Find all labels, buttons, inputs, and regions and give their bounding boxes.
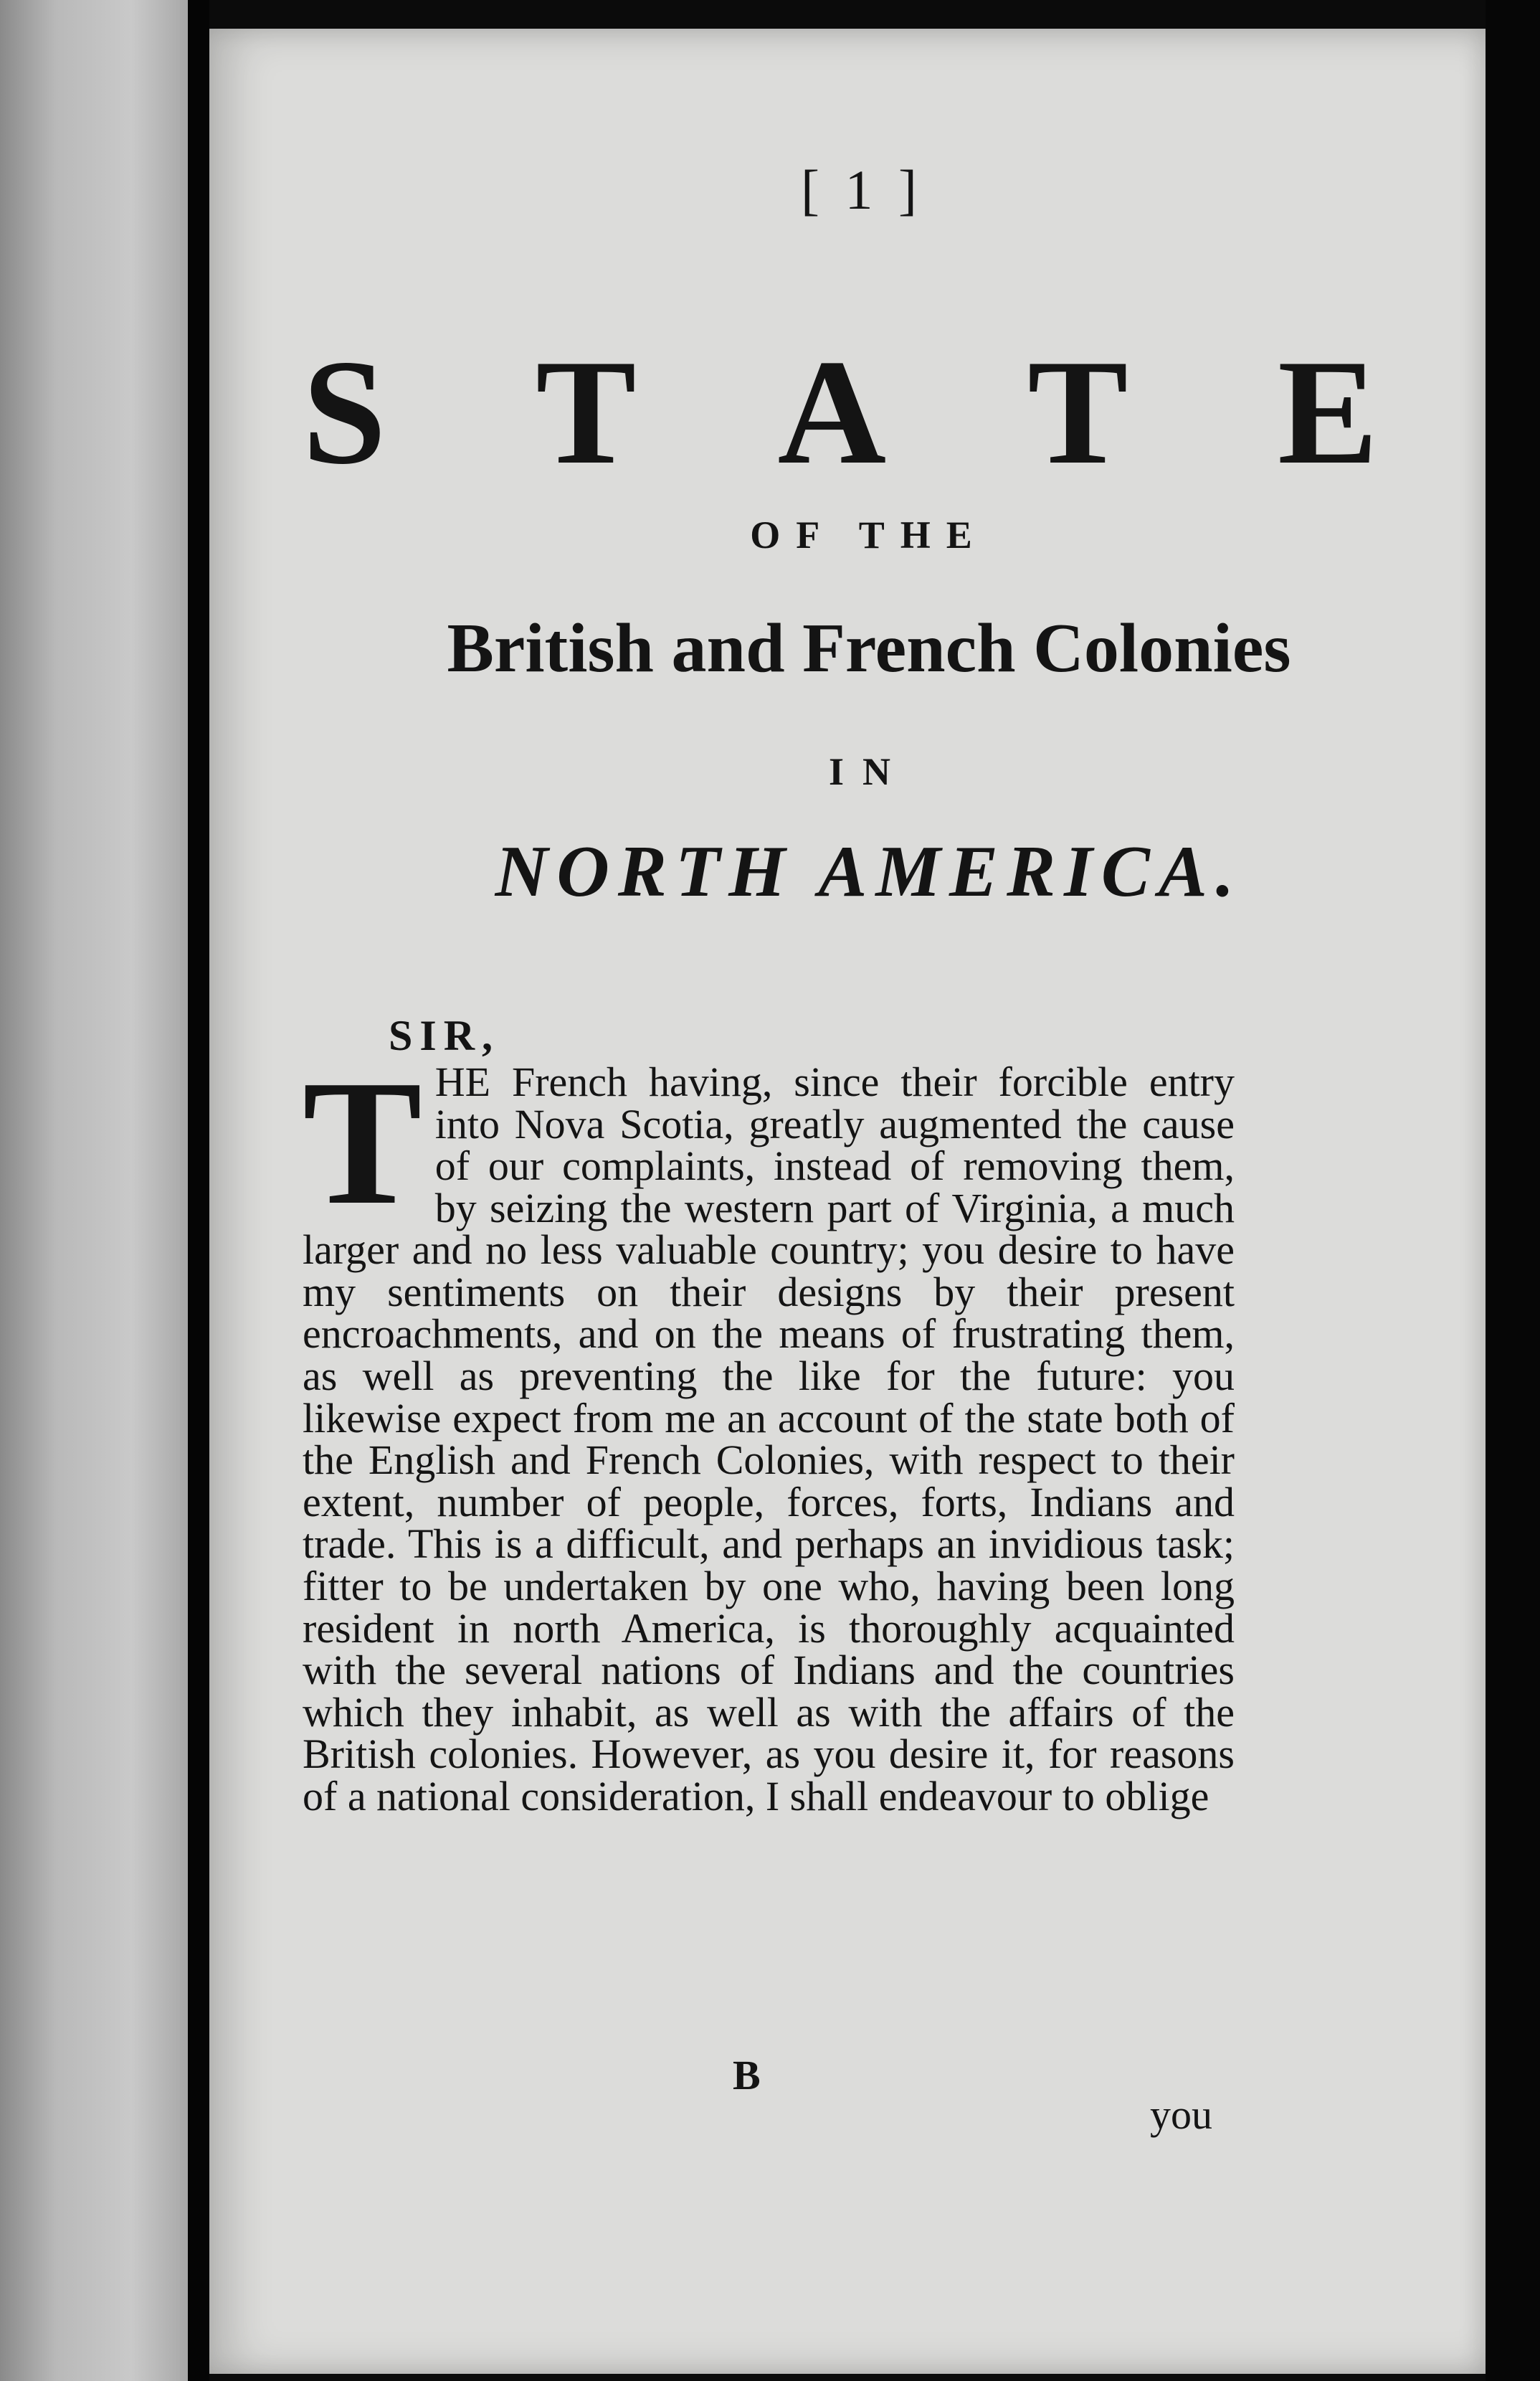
catchword: you xyxy=(1150,2091,1212,2138)
book-gutter xyxy=(188,0,209,2381)
signature-mark: B xyxy=(733,2052,761,2098)
document-page xyxy=(209,29,1486,2374)
title-of-the: OF THE xyxy=(750,513,988,557)
body-paragraph xyxy=(303,1043,1235,1819)
title-north-america: NORTH AMERICA. xyxy=(495,831,1243,912)
title-colonies: British and French Colonies xyxy=(447,610,1291,687)
scan-border xyxy=(1486,0,1540,2381)
page-number: [ 1 ] xyxy=(801,158,923,221)
body-text: HE French having, since their forcible entry into Nova Scotia, greatly augmented the cause of our complaints, instead of removing them, by seizing the western part of Virginia, a much larger and no less valuable country; you desire to have my sentiments on their designs by their present encroachments, and on the means of frustrating them, as well as preventing the like for the future: you likewise expect from me an account of the state both of the English and French Colonies, with respect to their extent, number of people, forces, forts, Indians and trade. This is a difficult, and perhaps an invidious task; fitter to be undertaken by one who, having been long resident in north America, is thoroughly acquainted with the several nations of Indians and the countries which they inhabit, as well as with the affairs of the British colonies. However, as you desire it, for reasons of a national consideration, I shall endeavour to oblige xyxy=(303,1059,1235,1819)
title-state: S T A T E xyxy=(302,329,1436,496)
drop-cap: T xyxy=(303,1043,422,1242)
title-in: IN xyxy=(828,750,909,793)
salutation: SIR, xyxy=(389,1012,500,1059)
facing-page-edge xyxy=(0,0,188,2381)
